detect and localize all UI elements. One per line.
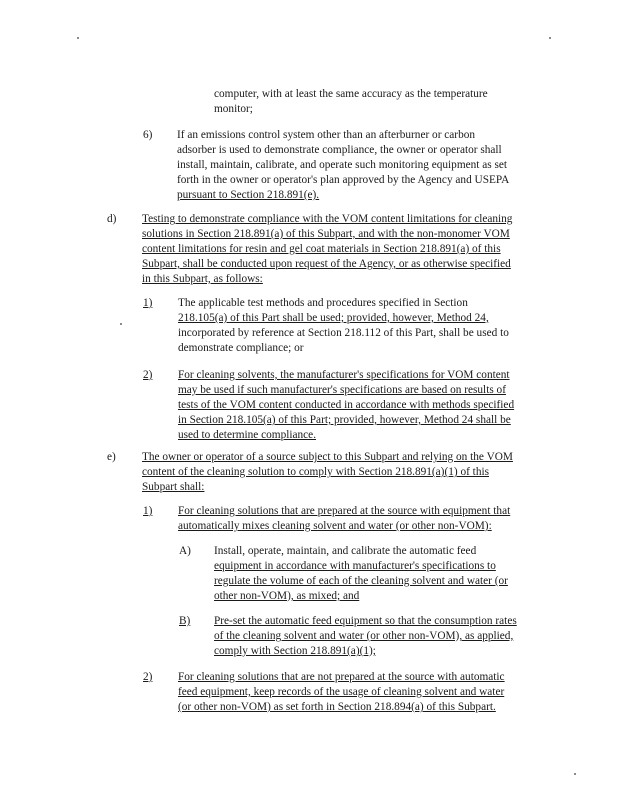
item-6-number: 6): [143, 129, 153, 141]
section-d-paragraph: [142, 212, 512, 287]
text-line: in this Subpart, as follows:: [142, 273, 263, 285]
text-line: other non-VOM), as mixed; and: [214, 590, 360, 602]
text-line: Subpart, shall be conducted upon request of the Agency, or as otherwise specified: [142, 258, 511, 270]
scan-speck: [549, 37, 551, 39]
section-e-item-2-paragraph: [178, 670, 505, 715]
text-line: For cleaning solutions that are not prepared at the source with automatic: [178, 671, 505, 683]
text-line: computer, with at least the same accuracy as the temperature: [214, 88, 488, 100]
text-line: in Section 218.105(a) of this Part; provided, however, Method 24 shall be: [178, 414, 511, 426]
text-line: pursuant to Section 218.891(e).: [177, 189, 320, 201]
text-line: automatically mixes cleaning solvent and water (or other non-VOM):: [178, 520, 492, 532]
section-d-item-2-paragraph: [178, 368, 514, 443]
text-line: equipment in accordance with manufacturer's specifications to: [214, 560, 496, 572]
continuation-paragraph: [214, 87, 488, 117]
section-d-label: d): [107, 213, 117, 225]
text-line: content limitations for resin and gel coat materials in Section 218.891(a) of this: [142, 243, 501, 255]
subitem-a-letter: A): [179, 545, 191, 557]
text-line: content of the cleaning solution to comply with Section 218.891(a)(1) of this: [142, 466, 489, 478]
subitem-b-paragraph: [214, 614, 517, 659]
text-line: comply with Section 218.891(a)(1);: [214, 645, 376, 657]
text-line: solutions in Section 218.891(a) of this Subpart, and with the non-monomer VOM: [142, 228, 510, 240]
text-line: Testing to demonstrate compliance with the VOM content limitations for cleaning: [142, 213, 513, 225]
subitem-b-letter: B): [179, 615, 191, 627]
text-line: The applicable test methods and procedures specified in Section: [178, 297, 468, 309]
text-line: 218.105(a) of this Part shall be used; provided, however, Method 24,: [178, 312, 489, 324]
section-d-item-2-number: 2): [143, 369, 153, 381]
text-line: (or other non-VOM) as set forth in Section 218.894(a) of this Subpart.: [178, 701, 496, 713]
text-line: demonstrate compliance; or: [178, 342, 304, 354]
text-line: adsorber is used to demonstrate compliance, the owner or operator shall: [177, 144, 502, 156]
text-line: incorporated by reference at Section 218.112 of this Part, shall be used to: [178, 327, 509, 339]
section-e-item-2-number: 2): [143, 671, 153, 683]
item-6-paragraph: [177, 128, 509, 203]
text-line: used to determine compliance.: [178, 429, 317, 441]
text-line: The owner or operator of a source subject to this Subpart and relying on the VOM: [142, 451, 513, 463]
text-line: For cleaning solvents, the manufacturer's specifications for VOM content: [178, 369, 510, 381]
text-line: install, maintain, calibrate, and operate such monitoring equipment as set: [177, 159, 508, 171]
scan-speck: [574, 773, 576, 775]
section-d-item-1-paragraph: [178, 296, 509, 356]
text-line: regulate the volume of each of the cleaning solvent and water (or: [214, 575, 508, 587]
text-line: If an emissions control system other than an afterburner or carbon: [177, 129, 476, 141]
text-line: of the cleaning solvent and water (or other non-VOM), as applied,: [214, 630, 514, 642]
text-line: may be used if such manufacturer's specifications are based on results of: [178, 384, 506, 396]
text-line: Pre-set the automatic feed equipment so that the consumption rates: [214, 615, 517, 627]
subitem-a-paragraph: [214, 544, 508, 604]
text-line: For cleaning solutions that are prepared at the source with equipment that: [178, 505, 511, 517]
scan-speck: [120, 323, 122, 325]
text-line: feed equipment, keep records of the usage of cleaning solvent and water: [178, 686, 505, 698]
section-e-label: e): [107, 451, 116, 463]
text-line: forth in the owner or operator's plan approved by the Agency and USEPA: [177, 174, 510, 186]
section-d-item-1-number: 1): [143, 297, 153, 309]
text-line: Subpart shall:: [142, 481, 205, 493]
text-line: Install, operate, maintain, and calibrate the automatic feed: [214, 545, 477, 557]
section-e-paragraph: [142, 450, 513, 495]
section-e-item-1-number: 1): [143, 505, 153, 517]
section-e-item-1-paragraph: [178, 504, 510, 534]
scan-speck: [77, 37, 79, 39]
text-line: tests of the VOM content conducted in accordance with methods specified: [178, 399, 515, 411]
text-line: monitor;: [214, 103, 253, 115]
